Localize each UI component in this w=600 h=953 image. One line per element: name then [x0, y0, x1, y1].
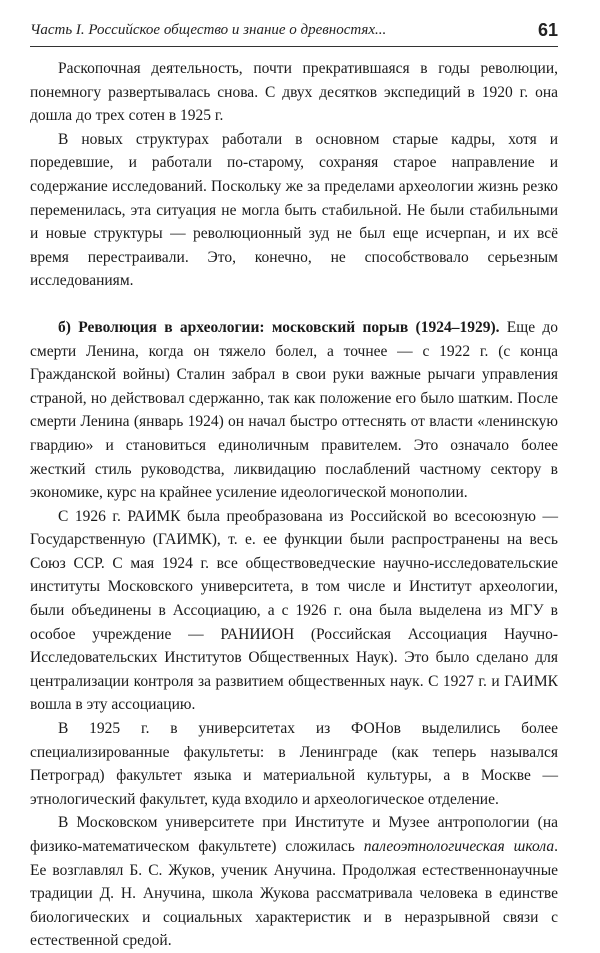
page-body	[30, 57, 558, 953]
section-spacer	[30, 293, 558, 316]
paleo-text-end: . Ее возглавлял Б. С. Жуков, ученик Анучина. Продолжая естественнонаучные традиции Д. Н. Анучина, школа Жукова рассматривала человека в единстве биологических и социальных характеристик и в неразрывной связи с естественной средой.	[30, 838, 558, 950]
paragraph-gaimk: С 1926 г. РАИМК была преобразована из Российской во всесоюзную — Государственную (ГАИМК), т. е. ее функции были распространены на весь Союз ССР. С мая 1924 г. все обществоведческие научно-исследовательские институты Московского университета, в том числе и Институт археологии, были объединены в Ассоциацию, а с 1926 г. она была выделена из МГУ в особое учреждение — РАНИИОН (Российская Ассоциация Научно-Исследовательских Институтов Общественных Наук). Это было сделано для централизации контроля за развитием общественных наук. С 1927 г. и ГАИМК вошла в эту ассоциацию.	[30, 507, 558, 714]
running-title: Часть I. Российское общество и знание о древностях...	[30, 22, 387, 38]
running-header	[30, 18, 558, 48]
paleo-text-start: В Московском университете при Институте и Музее антропологии (на физико-математическом факультете) сложилась	[30, 814, 558, 855]
section-body: Еще до смерти Ленина, когда он тяжело болел, а точнее — с 1922 г. (с конца Гражданской войны) Сталин забрал в свои руки важные рычаги управления страной, но действовал сдержанно, так как положение его было шатким. После смерти Ленина (январь 1924) он начал быстро оттеснять от власти «ленинскую гвардию» и становиться единоличным правителем. Это означало более жесткий стиль руководства, ликвидацию послаблений частному сектору в экономике, курс на крайнее усиление идеологической монополии.	[30, 318, 559, 502]
paragraph-paleoethnology	[30, 811, 558, 953]
section-heading: б) Революция в археологии: московский порыв (1924–1929).	[58, 318, 500, 336]
paragraph-new-structures: В новых структурах работали в основном старые кадры, хотя и поредевшие, и работали по-старому, сохраняя старое направление и содержание исследований. Поскольку же за пределами археологии жизнь резко переменилась, эта ситуация не могла быть стабильной. Не были стабильными и новые структуры — революционный зуд не был еще исчерпан, и их всё время перестраивали. Это, конечно, не способствовало серьезным исследованиям.	[30, 130, 558, 290]
header-rule	[30, 46, 558, 47]
paragraph-section-heading	[30, 316, 558, 505]
paleo-school-term: палеоэтнологическая школа	[363, 838, 555, 855]
paragraph-faculties: В 1925 г. в университетах из ФОНов выделились более специализированные факультеты: в Ленинграде (как теперь назывался Петроград) факультет языка и материальной культуры, а в Москве — этнологический факультет, куда входило и археологическое отделение.	[30, 720, 558, 808]
page-number: 61	[537, 20, 558, 40]
paragraph-excavations: Раскопочная деятельность, почти прекратившаяся в годы революции, понемногу развертывалась снова. С двух десятков экспедиций в 1920 г. она дошла до трех сотен в 1925 г.	[30, 60, 558, 125]
